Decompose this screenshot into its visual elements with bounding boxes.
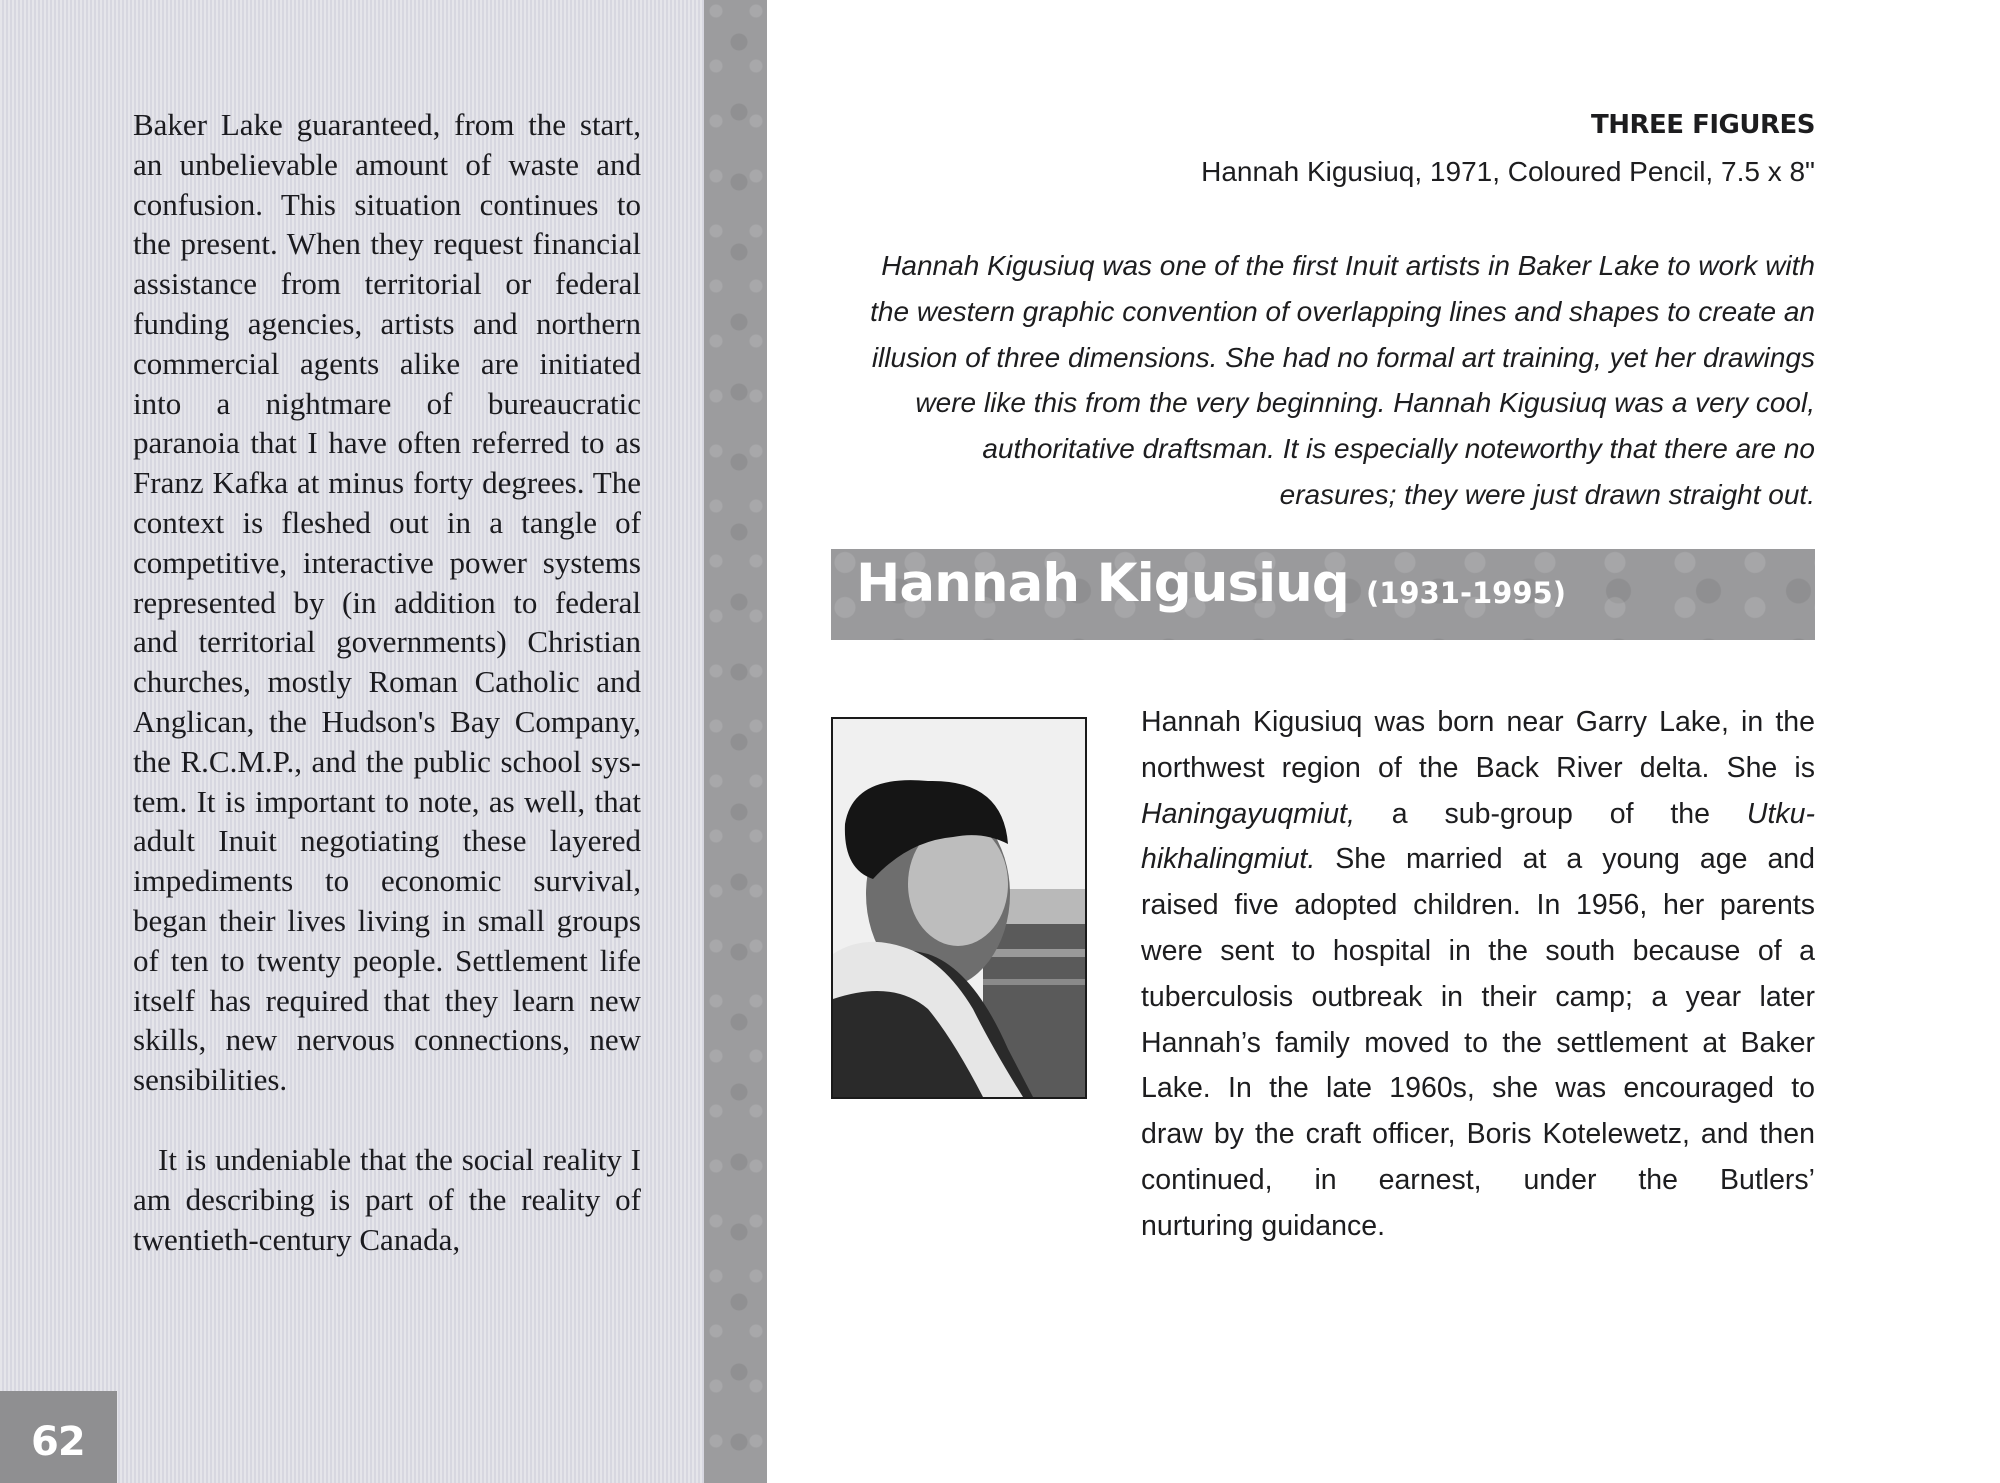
bio-text: Hannah’s family moved to the settlement at Baker [1141, 1026, 1815, 1059]
bio-text: tuberculosis outbreak in their camp; a year later [1141, 980, 1815, 1013]
artwork-note-line: erasures; they were just drawn straight out. [1279, 478, 1815, 510]
bio-text: draw by the craft officer, Boris Kotelewetz, and then [1141, 1118, 1815, 1151]
bio-italic-term: Haningayuqmiut, [1141, 797, 1355, 830]
bio-line [1141, 1158, 1815, 1204]
bio-italic-term: hikhalingmiut. [1141, 843, 1316, 876]
artist-name: Hannah Kigusiuq [856, 553, 1349, 614]
artwork-note [820, 243, 1815, 518]
bio-text: a sub-group of the [1354, 797, 1747, 830]
artwork-title: THREE FIGURES [1591, 110, 1815, 140]
bio-line [1141, 1112, 1815, 1158]
bio-line [1141, 1066, 1815, 1112]
bio-text: nurturing guidance. [1141, 1209, 1386, 1242]
bio-italic-term: Utku- [1746, 797, 1815, 830]
bio-text: continued, in earnest, under the Butlers’ [1141, 1163, 1815, 1196]
bio-text: were sent to hospital in the south because of a [1141, 934, 1815, 967]
bio-text: She married at a young age and [1315, 843, 1815, 876]
bio-line [1141, 746, 1815, 792]
bio-line [1141, 929, 1815, 975]
bio-text: Lake. In the late 1960s, she was encouraged to [1141, 1072, 1815, 1105]
bio-line [1141, 700, 1815, 746]
essay-paragraph: It is undeniable that the social reality I am describing is part of the reality of twentieth-century Canada, [133, 1141, 641, 1257]
artwork-note-line: were like this from the very beginning. Hannah Kigusiuq was a very cool, [915, 387, 1815, 419]
essay-paragraph: Baker Lake guaranteed, from the start, an unbelievable amount of waste and confusion. This situation continues to the present. When they request financial assistance from territorial or federal funding agencies, artists and northern commercial agents alike are initiated into a nightmare of bureaucratic paranoia that I have often referred to as Franz Kafka at minus forty degrees. The context is fleshed out in a tangle of competitive, interactive power systems represented by (in addition to federal and territorial governments) Christian churches, mostly Roman Catholic and Anglican, the Hudson's Bay Company, the R.C.M.P., and the public school system. It is important to note, as well, that adult Inuit negotiating these layered impediments to economic survival, began their lives living in small groups of ten to twenty people. Settlement life itself has required that they learn new skills, new nervous connections, new sensibilities. [133, 107, 641, 1098]
gutter-stripe [704, 0, 767, 1483]
bio-text: raised five adopted children. In 1956, her parents [1141, 889, 1815, 922]
bio-line [1141, 975, 1815, 1021]
artwork-note-line: illusion of three dimensions. She had no formal art training, yet her drawings [871, 341, 1815, 373]
artwork-note-line: Hannah Kigusiuq was one of the first Inuit artists in Baker Lake to work with [881, 250, 1815, 281]
artist-biography [1141, 700, 1815, 1250]
portrait-photo-icon [833, 719, 1085, 1097]
bio-line [1141, 883, 1815, 929]
artist-portrait-photo [831, 717, 1087, 1099]
artwork-note-line: the western graphic convention of overlapping lines and shapes to create an [870, 295, 1815, 327]
page-number: 62 [31, 1419, 85, 1465]
artwork-note-line: authoritative draftsman. It is especially noteworthy that there are no [982, 433, 1815, 465]
bio-line [1141, 1204, 1815, 1250]
bio-line [1141, 837, 1815, 883]
bio-text: Hannah Kigusiuq was born near Garry Lake, in the [1141, 706, 1815, 738]
essay-column [133, 105, 641, 1259]
bio-text: northwest region of the Back River delta. She is [1141, 751, 1815, 784]
artwork-credit: Hannah Kigusiuq, 1971, Coloured Pencil, 7.5 x 8" [1201, 156, 1815, 187]
bio-line [1141, 792, 1815, 838]
artist-life-dates: (1931-1995) [1366, 576, 1566, 610]
bio-line [1141, 1021, 1815, 1067]
